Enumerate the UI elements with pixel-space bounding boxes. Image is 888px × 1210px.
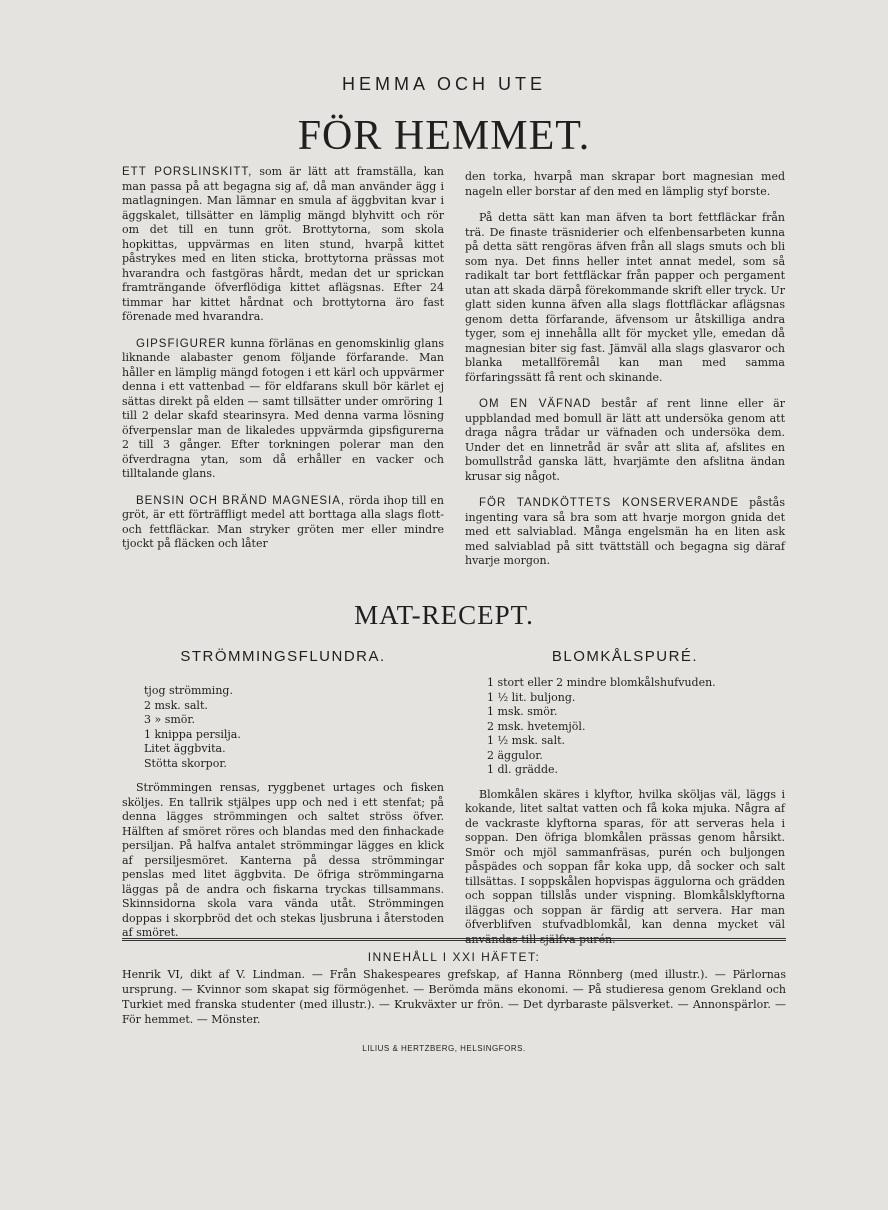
section-header: HEMMA OCH UTE bbox=[341, 74, 546, 94]
recipe-instructions: Blomkålen skäres i klyftor, hvilka sköljas väl, läggs i kokande, litet saltat vatten och få koka mjuka. Några af de vackraste klyftorna sparas, för att serveras hela i soppan. Den öfriga blomkålen prässas genom hårsikt. Smör och mjöl sammanfräsas, purén och buljongen påspädes och soppan får koka upp, då socker och salt tillsättas. I soppskålen hopvispas äggulorna och grädden och soppan tillslås under vispning. Blomkålsklyftorna iläggas och soppan är färdig att servera. Har man öfverblifven stufvadblomkål, kan denna mycket väl användas till själfva purén. bbox=[465, 787, 785, 946]
ingredient: 2 msk. salt. bbox=[144, 698, 208, 712]
right-column bbox=[465, 170, 785, 569]
recipe-title-right: BLOMKÅLSPURÉ. bbox=[551, 648, 699, 665]
paragraph-text: rörda ihop till en gröt, är ett förträffligt medel att borttaga alla slags flott- och fettfläckar. Man stryker gröten mer eller mindre tjockt på fläcken och låter bbox=[122, 493, 444, 550]
paragraph-lead: ETT PORSLINSKITT, bbox=[122, 166, 253, 178]
article-paragraph bbox=[122, 337, 444, 482]
paragraph-text: den torka, hvarpå man skrapar bort magnesian med nageln eller borstar af den med en lämplig styf borste. bbox=[465, 170, 785, 198]
paragraph-lead: GIPSFIGURER bbox=[136, 337, 227, 350]
paragraph-text: kunna förlänas en genomskinlig glans liknande alabaster genom följande förfarande. Man håller en lämplig mängd fotogen i ett kärl och uppvärmer denna i ett vattenbad — för eldfarans skull bör kärlet ej sättas direkt på elden — samt tillsätter under omröring 1 till 2 delar skafd stearinsyra. Med denna varma lösning öfverpenslar man de likaledes uppvärmda gipsfigurerna 2 till 3 gånger. Efter torkningen polerar man den öfverdragna ytan, som då erhåller en vacker och tilltalande glans. bbox=[122, 336, 444, 480]
ingredient: 1 stort eller 2 mindre blomkålshufvuden. bbox=[487, 676, 716, 689]
left-column bbox=[122, 165, 444, 564]
article-paragraph bbox=[465, 170, 785, 199]
ingredient-list bbox=[487, 676, 785, 778]
paragraph-text: som är lätt att framställa, kan man passa på att begagna sig af, då man använder ägg i matlagningen. Man lämnar en smula af äggbvitan kvar i äggskalet, tillsätter en lämplig mängd blyhvitt och rör om det till en tunn gröt. Brottytorna, som skola hopkittas, uppvärmas en liten stund, hvarpå kittet påstrykes med en liten sticka, brottytorna prässas mot hvarandra och fastgöras hårdt, medan det ur sprickan framträngande öfverflödiga kittet aflägsnas. Efter 24 timmar har kittet hårdnat och brottytorna äro fast förenade med hvarandra. bbox=[122, 165, 445, 323]
ingredient: 1 knippa persilja. bbox=[144, 727, 241, 741]
recipe-title-left: STRÖMMINGSFLUNDRA. bbox=[180, 648, 386, 665]
ingredient-list bbox=[144, 684, 444, 771]
ingredient: 1 ½ lit. buljong. bbox=[487, 690, 576, 704]
ingredient: 2 äggulor. bbox=[487, 748, 543, 762]
article-paragraph bbox=[465, 397, 785, 484]
paragraph-text: påstås ingenting vara så bra som att hvarje morgon gnida det med ett salviablad. Många engelsmän ha en liten ask med salviablad på sitt tvättställ och begagna sig däraf hvarje morgon. bbox=[465, 496, 785, 567]
page-title: FÖR HEMMET. bbox=[297, 113, 591, 159]
publisher-imprint: LILIUS & HERTZBERG, HELSINGFORS. bbox=[362, 1044, 526, 1053]
recipes-title: MAT-RECEPT. bbox=[354, 600, 534, 630]
contents-heading: INNEHÅLL I XXI HÄFTET: bbox=[367, 950, 541, 964]
ingredient: tjog strömming. bbox=[144, 684, 233, 697]
ingredient: 1 ½ msk. salt. bbox=[487, 734, 566, 747]
article-paragraph bbox=[465, 496, 785, 569]
contents-text: Henrik VI, dikt af V. Lindman. — Från Shakespeares grefskap, af Hanna Rönnberg (med illustr.). — Pärlornas ursprung. — Kvinnor som skapat sig förmögenhet. — Berömda mäns ekonomi. — På studieresa genom Grekland och Turkiet med franska studenter (med illustr.). — Krukväxter ur frön. — Det dyrbaraste pälsverket. — Annonspärlor. — För hemmet. — Mönster. bbox=[122, 968, 786, 1026]
ingredient: Litet äggbvita. bbox=[144, 742, 226, 755]
recipe-instructions: Strömmingen rensas, ryggbenet urtages och fisken sköljes. En tallrik stjälpes upp och ned i ett stenfat; på denna lägges strömmingen och saltet ströss öfver. Hälften af smöret röres och blandas med den finhackade persiljan. På halfva antalet strömmingar lägges en klick af persiljesmöret. Kanterna på dessa strömmingar penslas med litet äggbvita. De öfriga strömmingarna läggas på de andra och fiskarna tryckas tillsammans. Skinnsidorna skola vara vända utåt. Strömmingen doppas i skorpbröd det och stekas ljusbruna i återstoden af smöret. bbox=[122, 781, 444, 939]
ingredient: 1 dl. grädde. bbox=[487, 763, 558, 776]
recipe-right bbox=[465, 676, 785, 959]
article-paragraph bbox=[122, 494, 444, 552]
ingredient: 2 msk. hvetemjöl. bbox=[487, 719, 586, 733]
ingredient: 3 » smör. bbox=[144, 713, 195, 726]
article-paragraph bbox=[465, 211, 785, 385]
paragraph-text: består af rent linne eller är uppblandad med bomull är lätt att undersöka genom att draga några trådar ur väfnaden och undersöka dem. Under det en linnetråd är svår att slita af, afslites en bomullstråd ganska lätt, hvarjämte den afslitna ändan krusar sig något. bbox=[465, 397, 785, 483]
article-paragraph bbox=[122, 165, 444, 325]
paragraph-lead: OM EN VÄFNAD bbox=[479, 398, 592, 410]
paragraph-text: På detta sätt kan man äfven ta bort fettfläckar från trä. De finaste träsniderier och elfenbensarbeten kunna på detta sätt rengöras äfven från all slags smuts och bli som nya. Det finns heller intet annat medel, som så radikalt tar bort fettfläckar från papper och pergament utan att skada därpå förekommande skrift eller tryck. Ur glatt siden kunna äfven alla slags flottfläckar aflägsnas genom detta förfarande, äfvensom ur åtskilliga andra tyger, som ej innehålla allt för mycket ylle, emedan då magnesian biter sig fast. Jämväl alla slags glasvaror och blanka metallföremål kan man med samma förfaringssätt få rent och skinande. bbox=[465, 211, 785, 384]
contents-box bbox=[122, 950, 786, 1027]
divider bbox=[122, 938, 786, 941]
paragraph-lead: FÖR TANDKÖTTETS KONSERVERANDE bbox=[479, 497, 740, 509]
ingredient: 1 msk. smör. bbox=[487, 705, 558, 718]
paragraph-lead: BENSIN OCH BRÄND MAGNESIA, bbox=[136, 494, 346, 507]
recipe-left bbox=[122, 684, 444, 953]
ingredient: Stötta skorpor. bbox=[144, 756, 227, 770]
